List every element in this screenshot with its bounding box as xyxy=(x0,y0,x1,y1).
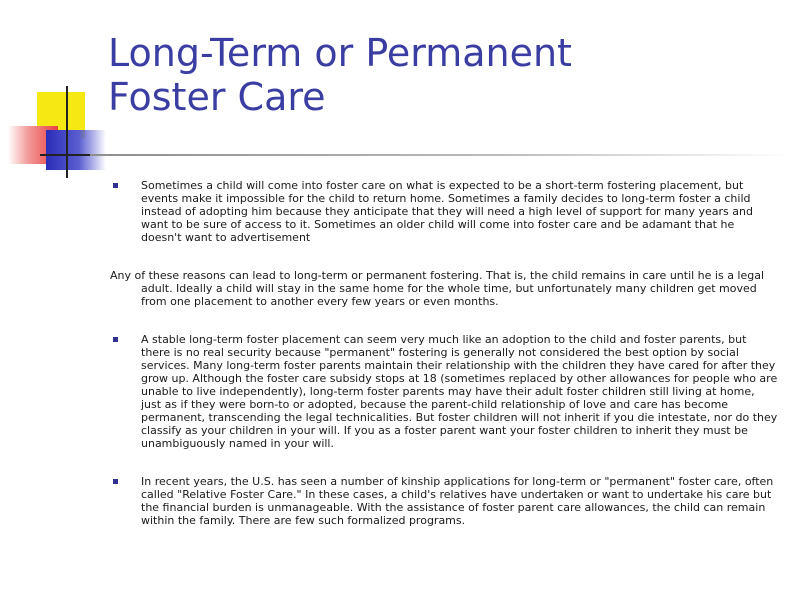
paragraph-text: A stable long-term foster placement can seem very much like an adoption to the child and foster parents, but there is no real security because "permanent" fostering is generally not considered the best option by social services. Many long-term foster parents maintain their relationship with the children they have cared for after they grow up. Although the foster care subsidy stops at 18 (sometimes replaced by other allowances for people who are unable to live independently), long-term foster parents may have their adult foster children still living at home, just as if they were born-to or adopted, because the parent-child relationship of love and care has become permanent, transcending the legal technicalities. But foster children will not inherit if you die intestate, nor do they classify as your children in your will. If you as a foster parent want your foster children to inherit they must be unambiguously named in your will. xyxy=(141,333,778,450)
paragraph-text: In recent years, the U.S. has seen a number of kinship applications for long-term or "permanent" foster care, often called "Relative Foster Care." In these cases, a child's relatives have undertaken or want to undertake his care but the financial burden is unmanageable. With the assistance of foster parent care allowances, the child can remain within the family. There are few such formalized programs. xyxy=(141,475,774,527)
bullet-paragraph xyxy=(110,475,778,527)
slide-title-line-1: Long-Term or Permanent xyxy=(108,31,572,75)
square-bullet-icon xyxy=(113,337,118,342)
slide-title-line-2: Foster Care xyxy=(108,75,326,119)
bullet-paragraph xyxy=(110,179,778,244)
plain-paragraph xyxy=(110,269,778,308)
paragraph-text: Any of these reasons can lead to long-term or permanent fostering. That is, the child remains in care until he is a legal adult. Ideally a child will stay in the same home for the whole time, but unfortunately many children get moved from one placement to another every few years or even months. xyxy=(110,269,765,308)
title-underline-rule xyxy=(90,154,790,156)
bullet-paragraph xyxy=(110,333,778,450)
paragraph-text: Sometimes a child will come into foster care on what is expected to be a short-term fostering placement, but events make it impossible for the child to return home. Sometimes a family decides to long-term foster a child instead of adopting him because they anticipate that they will need a high level of support for many years and want to be sure of access to it. Sometimes an older child will come into foster care and be adamant that he doesn't want to advertisement xyxy=(141,179,753,244)
decorative-vertical-line xyxy=(66,86,68,178)
slide-title xyxy=(108,31,768,119)
decorative-blue-gradient-block xyxy=(46,130,106,170)
square-bullet-icon xyxy=(113,479,118,484)
slide-body xyxy=(110,179,778,552)
square-bullet-icon xyxy=(113,183,118,188)
